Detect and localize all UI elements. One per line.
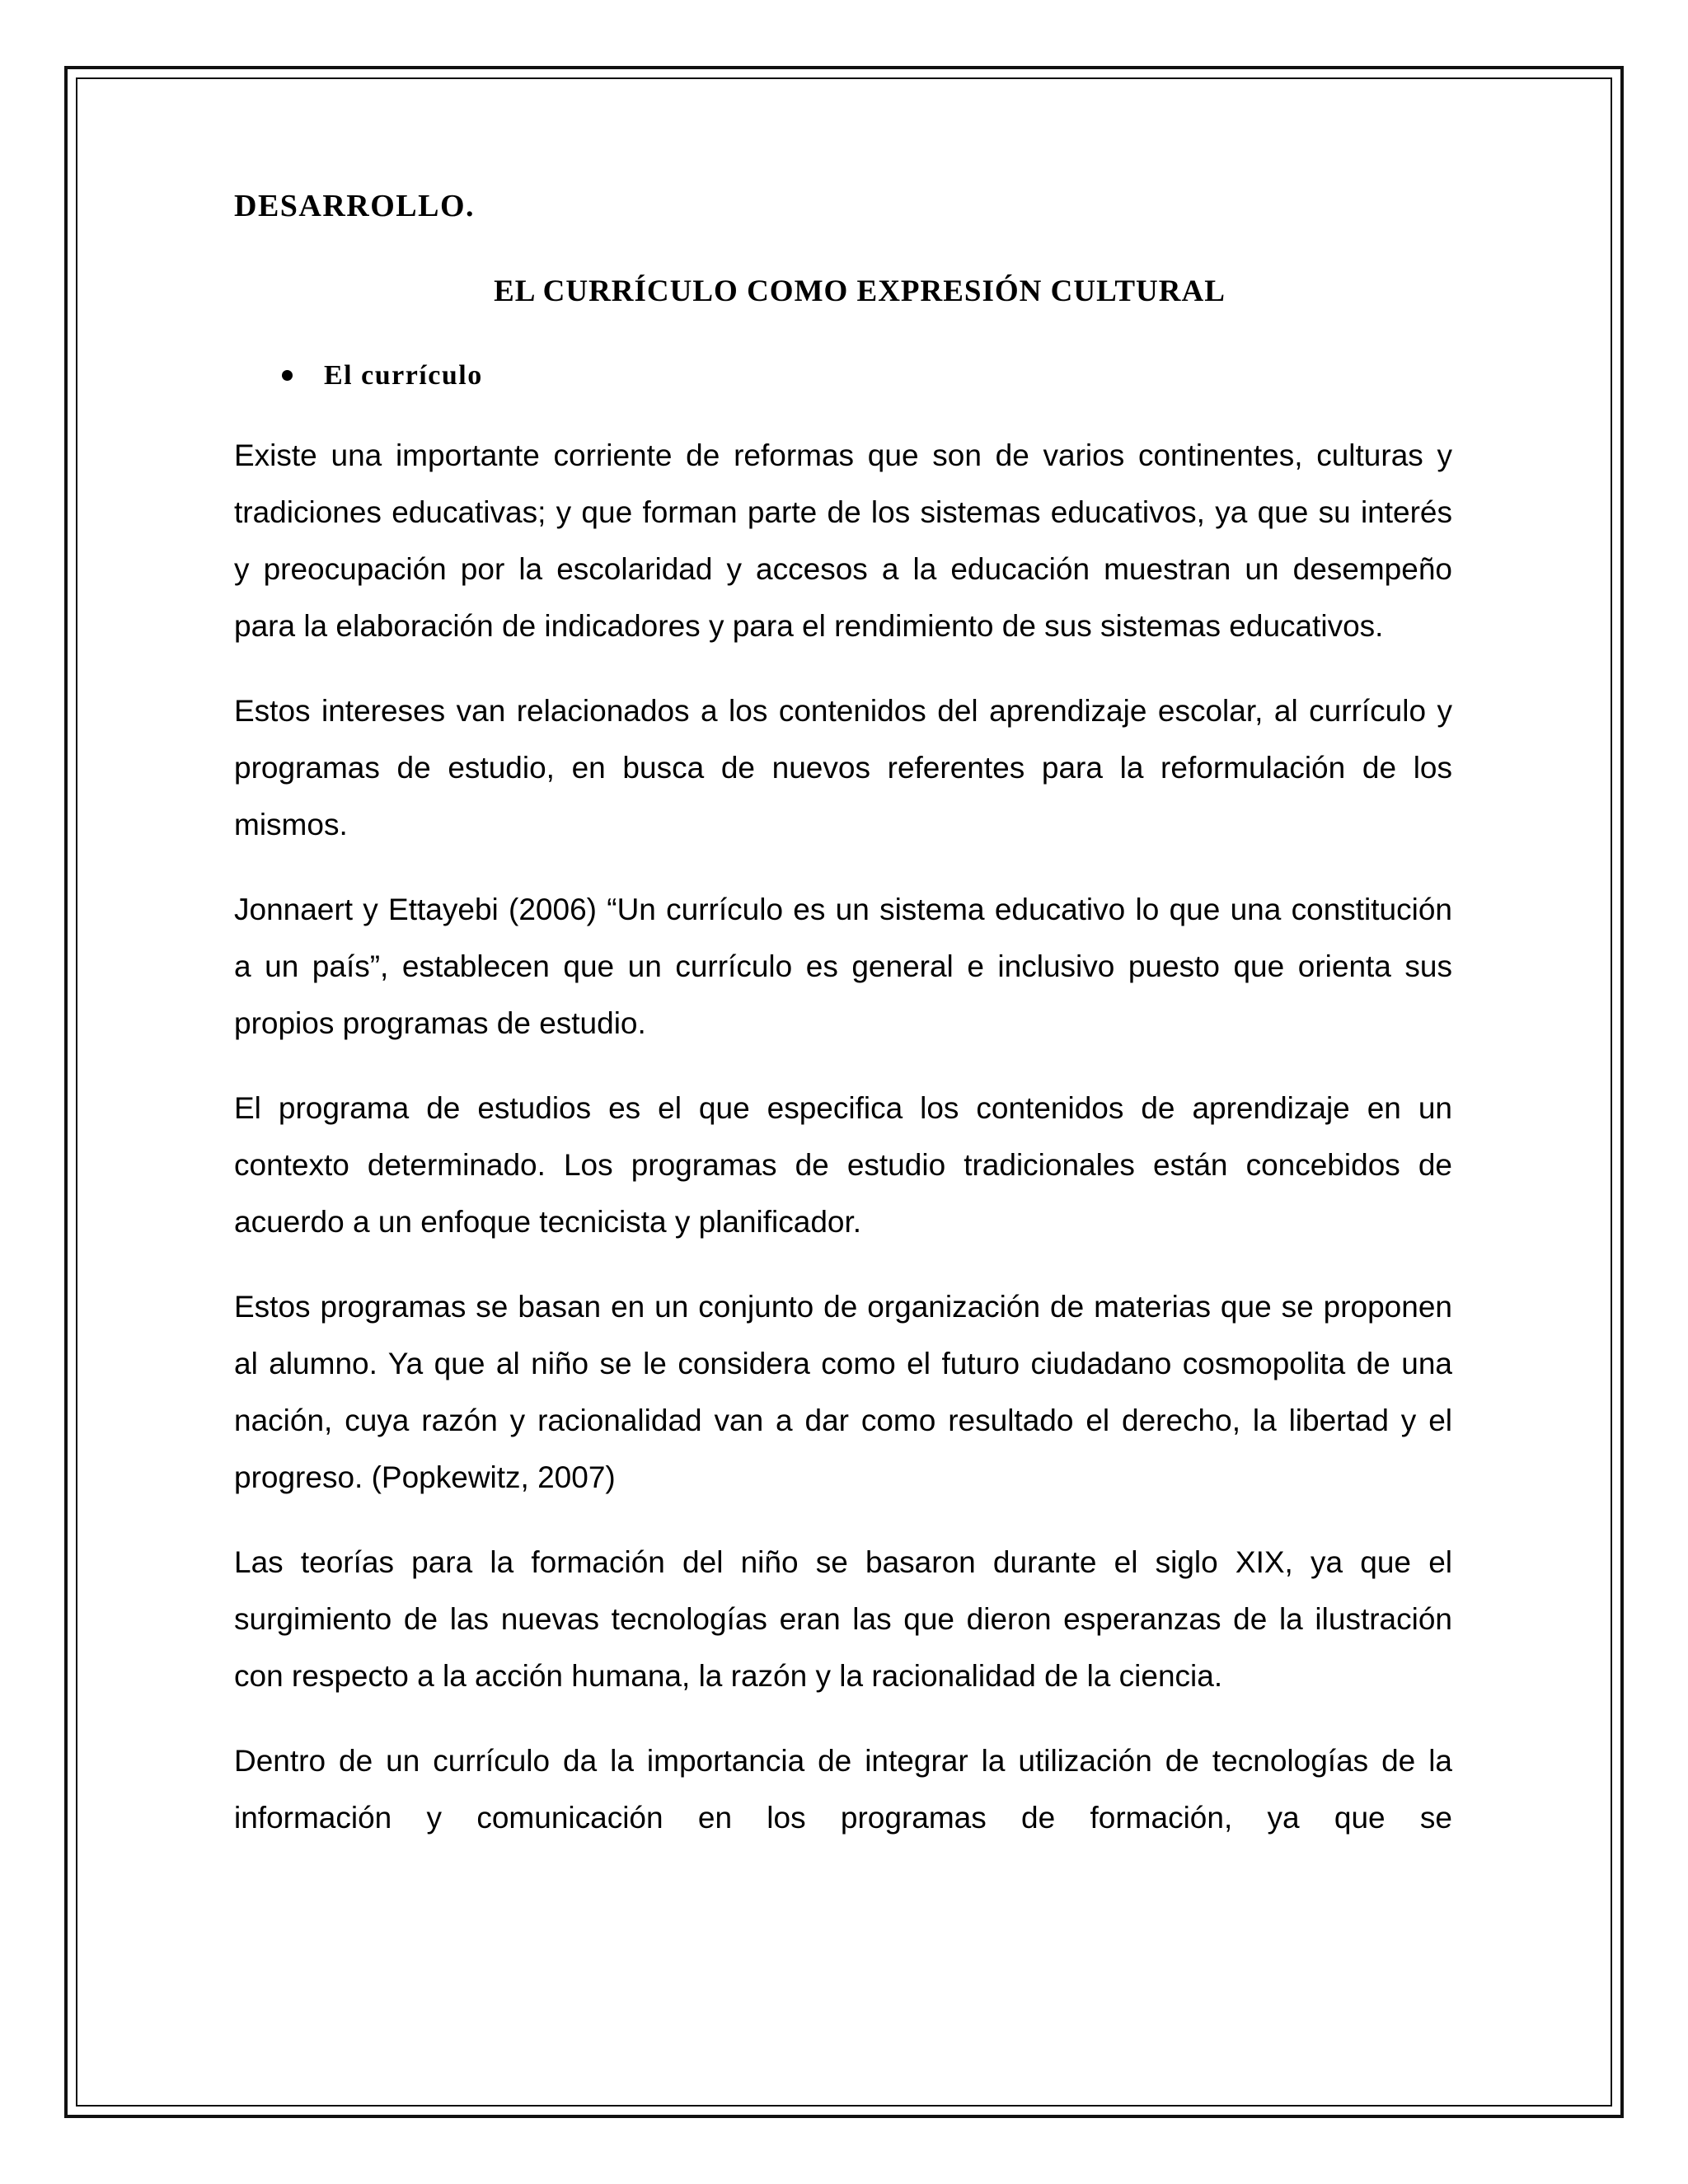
document-title: EL CURRÍCULO COMO EXPRESIÓN CULTURAL: [494, 274, 1226, 308]
section-heading: DESARROLLO.: [234, 189, 476, 223]
bullet-item: [282, 358, 1452, 394]
bullet-label: El currículo: [324, 359, 483, 391]
bullet-icon: [282, 370, 293, 381]
paragraph-2: Estos intereses van relacionados a los contenidos del aprendizaje escolar, al currículo y programas de estudio, en busca de nuevos referentes para la reformulación de los mismos.: [234, 693, 1452, 841]
document-body: [234, 188, 1452, 1846]
paragraph-3: Jonnaert y Ettayebi (2006) “Un currículo es un sistema educativo lo que una constitución a un país”, establecen que un currículo es general e inclusivo puesto que orienta sus propios programas de estudio.: [234, 892, 1452, 1040]
paragraph-4: El programa de estudios es el que especifica los contenidos de aprendizaje en un contexto determinado. Los programas de estudio tradicionales están concebidos de acuerdo a un enfoque tecnicista y planificador.: [234, 1090, 1452, 1239]
paragraph-7: Dentro de un currículo da la importancia de integrar la utilización de tecnologías de la información y comunicación en los programas de formación, ya que se: [234, 1743, 1452, 1835]
paragraph-6: Las teorías para la formación del niño se basaron durante el siglo XIX, ya que el surgimiento de las nuevas tecnologías eran las que dieron esperanzas de la ilustración con respecto a la acción humana, la razón y la racionalidad de la ciencia.: [234, 1544, 1452, 1693]
paragraph-1: Existe una importante corriente de reformas que son de varios continentes, culturas y tradiciones educativas; y que forman parte de los sistemas educativos, ya que su interés y preocupación por la escolaridad y accesos a la educación muestran un desempeño para la elaboración de indicadores y para el rendimiento de sus sistemas educativos.: [234, 438, 1452, 643]
paragraph-5: Estos programas se basan en un conjunto de organización de materias que se proponen al alumno. Ya que al niño se le considera como el futuro ciudadano cosmopolita de una nación, cuya razón y racionalidad van a dar como resultado el derecho, la libertad y el progreso. (Popkewitz, 2007): [234, 1289, 1452, 1494]
